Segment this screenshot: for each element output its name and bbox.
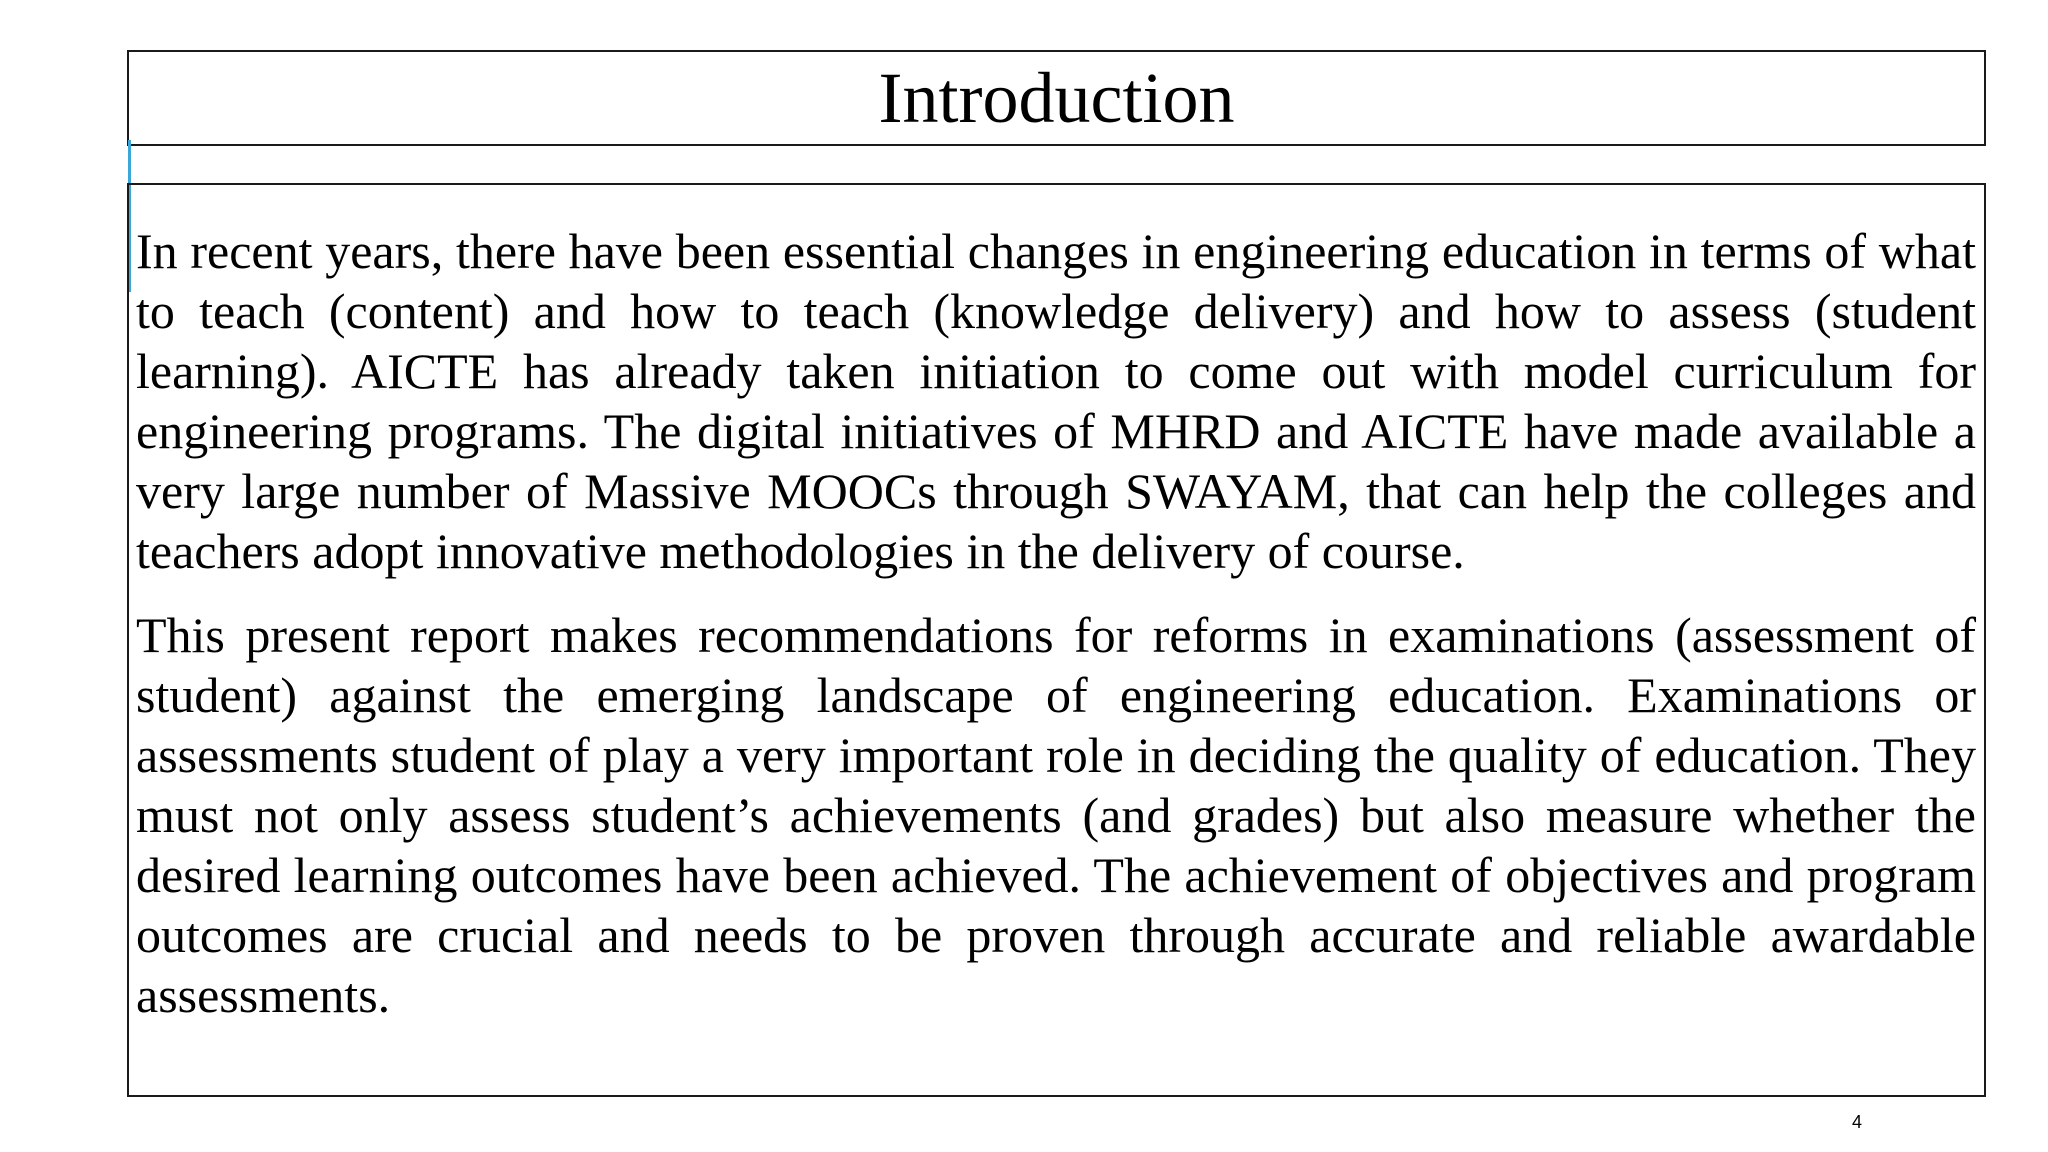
title-box [127, 50, 1986, 146]
paragraph-1: In recent years, there have been essential changes in engineering education in terms of what to teach (content) and how to teach (knowledge delivery) and how to assess (student learning). AICTE has already taken initiation to come out with model curriculum for engineering programs. The digital initiatives of MHRD and AICTE have made available a very large number of Massive MOOCs through SWAYAM, that can help the colleges and teachers adopt innovative methodologies in the delivery of course. [136, 223, 1976, 579]
page-number: 4 [1852, 1112, 1863, 1132]
content-box[interactable] [127, 183, 1986, 1097]
paragraph-2: This present report makes recommendations for reforms in examinations (assessment of student) against the emerging landscape of engineering education. Examinations or assessments student of play a very important role in deciding the quality of education. They must not only assess student’s achievements (and grades) but also measure whether the desired learning outcomes have been achieved. The achievement of objectives and program outcomes are crucial and needs to be proven through accurate and reliable awardable assessments. [136, 607, 1976, 1023]
slide-title: Introduction [878, 58, 1235, 138]
